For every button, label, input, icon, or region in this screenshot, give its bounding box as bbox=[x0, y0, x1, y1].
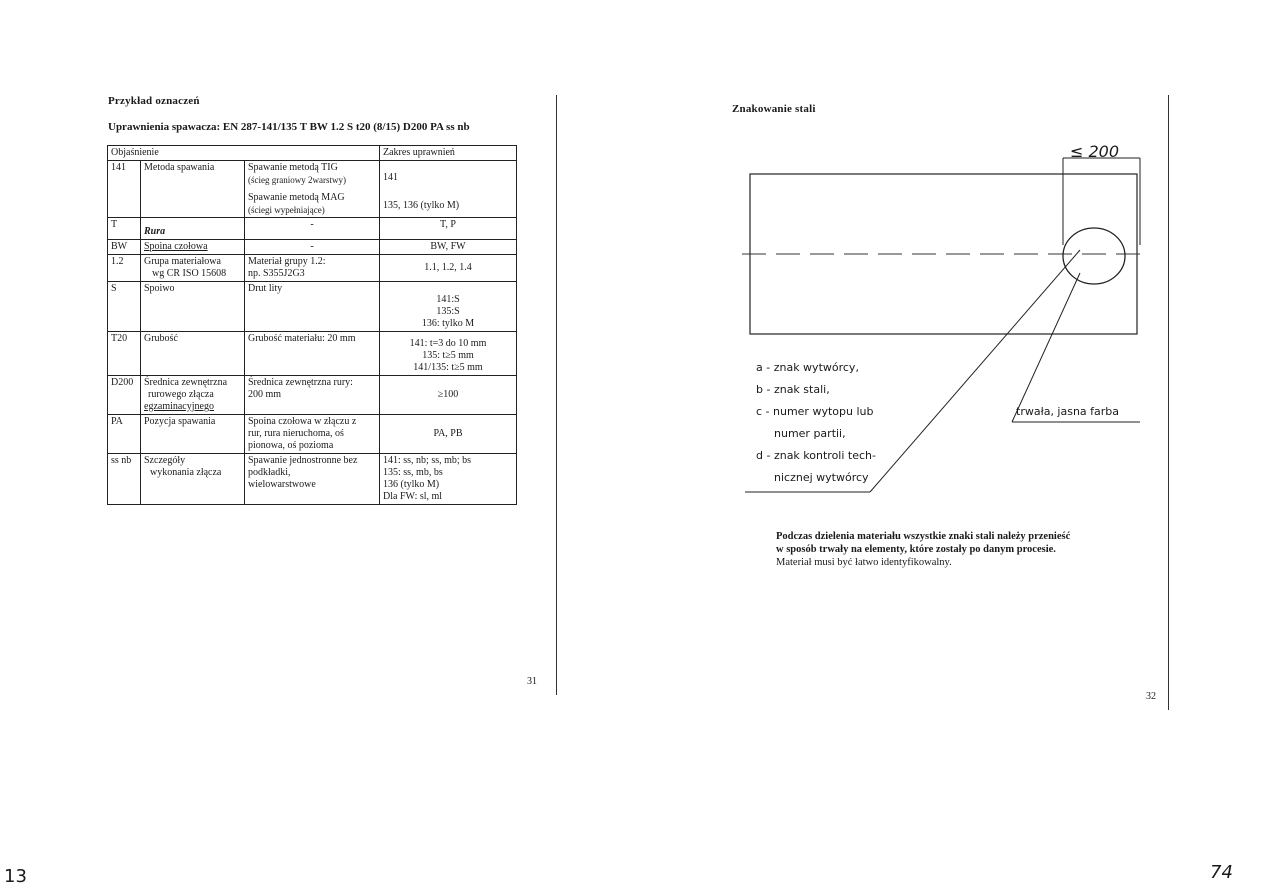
range-line: 135: t≥5 mm bbox=[422, 350, 474, 361]
header-range: Zakres uprawnień bbox=[380, 146, 517, 161]
desc-line: wielowarstwowe bbox=[248, 479, 316, 490]
legend-item: numer partii, bbox=[774, 427, 846, 440]
desc-line: podkładki, bbox=[248, 467, 291, 478]
desc-line: (ściegi wypełniające) bbox=[248, 205, 325, 215]
row-desc: - bbox=[245, 240, 380, 255]
row-range: T, P bbox=[380, 218, 517, 240]
name-line: Grupa materiałowa bbox=[144, 256, 221, 267]
row-code: BW bbox=[108, 240, 141, 255]
desc-line: Spawanie jednostronne bez bbox=[248, 455, 358, 466]
range-line: 141 bbox=[383, 172, 398, 183]
row-name: Grubość bbox=[141, 332, 245, 376]
row-name: Rura bbox=[141, 218, 245, 240]
row-name: Metoda spawania bbox=[141, 161, 245, 218]
row-code: S bbox=[108, 282, 141, 332]
desc-line: Materiał grupy 1.2: bbox=[248, 256, 326, 267]
row-code: PA bbox=[108, 415, 141, 454]
marking-legend bbox=[756, 357, 876, 489]
row-desc: Grubość materiału: 20 mm bbox=[245, 332, 380, 376]
left-page-title: Przykład oznaczeń bbox=[108, 95, 200, 107]
desc-line: (ścieg graniowy 2warstwy) bbox=[248, 175, 346, 185]
desc-line: np. S355J2G3 bbox=[248, 268, 305, 279]
desc-line: Spawanie metodą TIG bbox=[248, 162, 338, 173]
row-name: Spoiwo bbox=[141, 282, 245, 332]
row-code: 141 bbox=[108, 161, 141, 218]
marking-area-ellipse bbox=[1063, 228, 1125, 284]
row-code: D200 bbox=[108, 376, 141, 415]
leader-line-paint bbox=[1012, 273, 1080, 422]
range-line: 141:S bbox=[436, 294, 460, 305]
desc-line: pionowa, oś pozioma bbox=[248, 440, 334, 451]
desc-line: Spoina czołowa w złączu z bbox=[248, 416, 357, 427]
leader-line-legend bbox=[870, 250, 1080, 492]
steel-bar-outline bbox=[750, 174, 1137, 334]
range-line: 136 (tylko M) bbox=[383, 479, 440, 490]
row-desc: Drut lity bbox=[245, 282, 380, 332]
left-corner-mark: 13 bbox=[4, 866, 27, 887]
row-name: Spoina czołowa bbox=[141, 240, 245, 255]
range-line: 141: ss, nb; ss, mb; bs bbox=[383, 455, 472, 466]
row-range: BW, FW bbox=[380, 240, 517, 255]
range-line: 141: t=3 do 10 mm bbox=[409, 338, 487, 349]
note-line: Podczas dzielenia materiału wszystkie znaki stali należy przenieść bbox=[776, 531, 1071, 542]
right-corner-mark: 74 bbox=[1210, 862, 1233, 883]
marking-note bbox=[776, 530, 1070, 569]
row-range: 1.1, 1.2, 1.4 bbox=[380, 255, 517, 282]
row-code: T bbox=[108, 218, 141, 240]
legend-item: a - znak wytwórcy, bbox=[756, 361, 859, 374]
row-desc: - bbox=[245, 218, 380, 240]
name-line: wg CR ISO 15608 bbox=[152, 268, 227, 279]
range-line: 141/135: t≥5 mm bbox=[413, 362, 483, 373]
legend-item: d - znak kontroli tech- bbox=[756, 449, 876, 462]
name-line: egzaminacyjnego bbox=[144, 401, 214, 412]
range-line: 136: tylko M bbox=[421, 318, 475, 329]
header-explanation: Objaśnienie bbox=[108, 146, 380, 161]
range-line: Dla FW: sl, ml bbox=[383, 491, 443, 502]
desc-line: rur, rura nieruchoma, oś bbox=[248, 428, 344, 439]
paint-label: trwała, jasna farba bbox=[1016, 405, 1120, 418]
range-line: 135:S bbox=[436, 306, 460, 317]
row-range: ≥100 bbox=[380, 376, 517, 415]
row-code: T20 bbox=[108, 332, 141, 376]
right-page-number: 32 bbox=[1146, 691, 1156, 702]
row-range: PA, PB bbox=[380, 415, 517, 454]
desc-line: 200 mm bbox=[248, 389, 282, 400]
note-line: Materiał musi być łatwo identyfikowalny. bbox=[776, 557, 952, 568]
range-line: 135: ss, mb, bs bbox=[383, 467, 443, 478]
desc-line: Średnica zewnętrzna rury: bbox=[248, 377, 353, 388]
dimension-label: ≤ 200 bbox=[1070, 142, 1120, 161]
note-line: w sposób trwały na elementy, które zostały po danym procesie. bbox=[776, 544, 1056, 555]
row-code: 1.2 bbox=[108, 255, 141, 282]
desc-line: Spawanie metodą MAG bbox=[248, 192, 345, 203]
left-page-number: 31 bbox=[527, 676, 537, 687]
name-line: Średnica zewnętrzna bbox=[144, 377, 228, 388]
legend-item: nicznej wytwórcy bbox=[774, 471, 869, 484]
name-line: wykonania złącza bbox=[150, 467, 222, 478]
legend-item: c - numer wytopu lub bbox=[756, 405, 874, 418]
name-line: rurowego złącza bbox=[148, 389, 214, 400]
right-page-title: Znakowanie stali bbox=[732, 103, 816, 115]
row-name: Pozycja spawania bbox=[141, 415, 245, 454]
row-code: ss nb bbox=[108, 454, 141, 505]
range-line: 135, 136 (tylko M) bbox=[383, 200, 460, 211]
legend-item: b - znak stali, bbox=[756, 383, 830, 396]
left-page-subtitle: Uprawnienia spawacza: EN 287-141/135 T BW 1.2 S t20 (8/15) D200 PA ss nb bbox=[108, 121, 470, 133]
name-line: Szczegóły bbox=[144, 455, 186, 466]
